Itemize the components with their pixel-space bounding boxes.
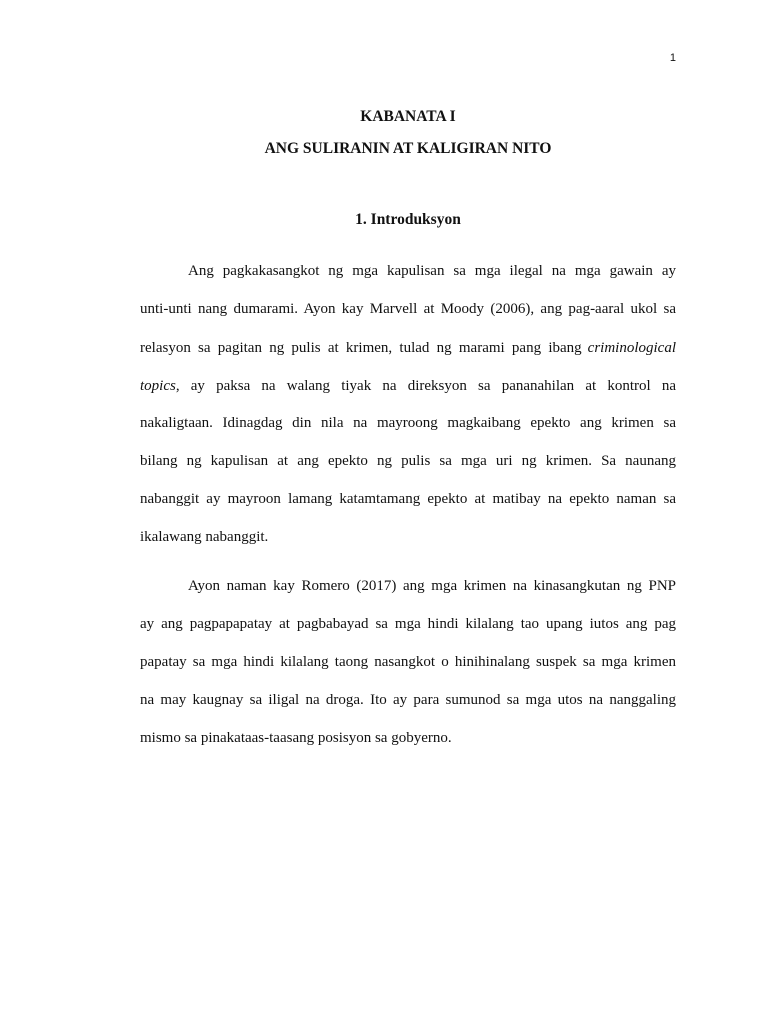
paragraph-line: unti-unti nang dumarami. Ayon kay Marvell at Moody (2006), ang pag-aaral ukol sa xyxy=(140,301,676,317)
paragraph-line: bilang ng kapulisan at ang epekto ng pulis sa mga uri ng krimen. Sa naunang xyxy=(140,453,676,469)
section-heading: 1. Introduksyon xyxy=(355,211,461,228)
paragraph-line: Ayon naman kay Romero (2017) ang mga krimen na kinasangkutan ng PNP xyxy=(188,578,676,594)
italic-term: criminological xyxy=(587,340,676,356)
paragraph-line: ay ang pagpapapatay at pagbabayad sa mga hindi kilalang tao upang iutos ang pag xyxy=(140,616,676,632)
paragraph-text: , ay paksa na walang tiyak na direksyon sa pananahilan at kontrol na xyxy=(175,378,676,394)
page-number: 1 xyxy=(669,52,676,64)
chapter-title: ANG SULIRANIN AT KALIGIRAN NITO xyxy=(264,140,552,157)
paragraph-line: papatay sa mga hindi kilalang taong nasangkot o hinihinalang suspek sa mga krimen xyxy=(140,654,676,670)
paragraph-line xyxy=(140,338,676,358)
paragraph-line: mismo sa pinakataas-taasang posisyon sa gobyerno. xyxy=(140,730,452,746)
paragraph-line: nakaligtaan. Idinagdag din nila na mayroong magkaibang epekto ang krimen sa xyxy=(140,415,676,431)
paragraph-line: Ang pagkakasangkot ng mga kapulisan sa mga ilegal na mga gawain ay xyxy=(188,263,676,279)
chapter-number: KABANATA I xyxy=(360,108,456,125)
paragraph-line xyxy=(140,376,676,396)
italic-term: topics xyxy=(140,378,176,394)
paragraph-text: relasyon sa pagitan ng pulis at krimen, tulad ng marami pang ibang xyxy=(140,340,582,356)
paragraph-line: nabanggit ay mayroon lamang katamtamang epekto at matibay na epekto naman sa xyxy=(140,491,676,507)
paragraph-line: na may kaugnay sa iligal na droga. Ito ay para sumunod sa mga utos na nanggaling xyxy=(140,692,676,708)
paragraph-line: ikalawang nabanggit. xyxy=(140,529,269,545)
